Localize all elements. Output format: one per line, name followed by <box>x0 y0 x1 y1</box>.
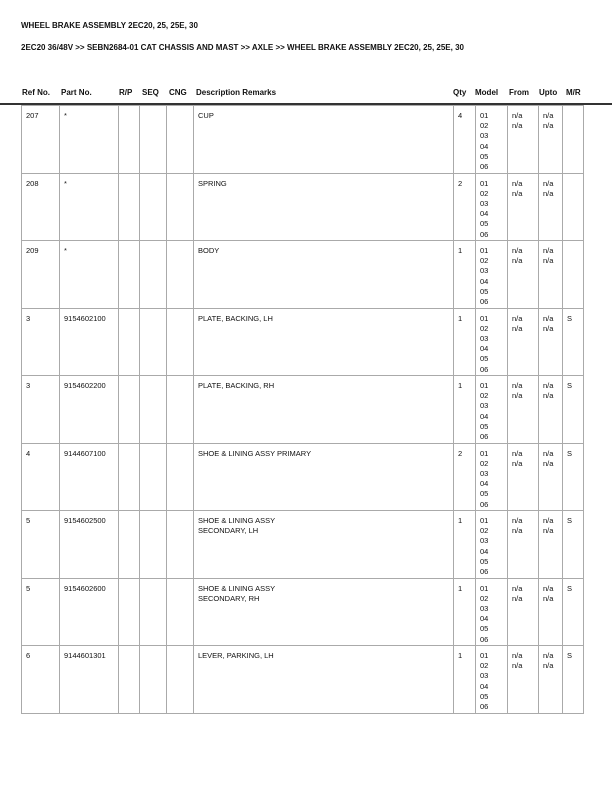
desc-line: PLATE, BACKING, RH <box>198 381 275 390</box>
cell-part: * <box>60 173 119 241</box>
col-header-rp: R/P <box>119 88 133 97</box>
from-value: n/a <box>512 526 523 536</box>
desc-line: SHOE & LINING ASSY PRIMARY <box>198 448 312 458</box>
from-value: n/a <box>512 178 523 188</box>
desc-line: SHOE & LINING ASSY <box>198 516 276 525</box>
cell-cng <box>167 443 194 511</box>
model-value: 04 <box>480 411 489 421</box>
cell-desc <box>194 578 454 646</box>
cell-model <box>476 241 508 309</box>
col-header-from: From <box>509 88 529 97</box>
cell-seq <box>140 443 167 511</box>
cell-ref: 209 <box>22 241 60 309</box>
col-header-upto: Upto <box>539 88 558 97</box>
model-value: 01 <box>480 111 489 120</box>
model-value: 04 <box>480 141 489 151</box>
cell-from <box>508 646 539 714</box>
cell-part: * <box>60 106 119 174</box>
cell-part: 9154602600 <box>60 578 119 646</box>
cell-rp <box>119 106 140 174</box>
cell-upto <box>539 241 563 309</box>
cell-upto <box>539 646 563 714</box>
cell-from <box>508 511 539 579</box>
cell-ref: 5 <box>22 578 60 646</box>
model-value: 04 <box>480 546 489 556</box>
model-value: 02 <box>480 323 489 333</box>
cell-rp <box>119 646 140 714</box>
cell-from <box>508 106 539 174</box>
model-value: 02 <box>480 391 489 401</box>
table-row <box>22 173 584 241</box>
cell-seq <box>140 308 167 376</box>
cell-desc <box>194 308 454 376</box>
cell-ref: 208 <box>22 173 60 241</box>
model-value: 02 <box>480 458 489 468</box>
from-value: n/a <box>512 323 523 333</box>
desc-line: SHOE & LINING ASSY <box>198 583 276 593</box>
cell-model <box>476 646 508 714</box>
cell-ref: 3 <box>22 376 60 444</box>
upto-value: n/a <box>543 256 554 266</box>
cell-from <box>508 173 539 241</box>
cell-cng <box>167 578 194 646</box>
from-value: n/a <box>512 661 523 671</box>
cell-model <box>476 106 508 174</box>
cell-rp <box>119 511 140 579</box>
cell-desc <box>194 646 454 714</box>
table-row <box>22 241 584 309</box>
cell-mr <box>563 241 584 309</box>
cell-mr: S <box>563 511 584 579</box>
upto-value: n/a <box>543 651 554 660</box>
model-value: 02 <box>480 121 489 131</box>
cell-rp <box>119 308 140 376</box>
model-value: 04 <box>480 209 489 219</box>
model-value: 01 <box>480 583 489 593</box>
cell-mr: S <box>563 646 584 714</box>
cell-model <box>476 578 508 646</box>
cell-ref: 6 <box>22 646 60 714</box>
cell-seq <box>140 106 167 174</box>
cell-upto <box>539 443 563 511</box>
cell-qty: 1 <box>454 646 476 714</box>
model-value: 05 <box>480 624 489 634</box>
model-value: 02 <box>480 661 489 671</box>
cell-mr: S <box>563 308 584 376</box>
from-value: n/a <box>512 391 523 401</box>
cell-cng <box>167 308 194 376</box>
desc-line: CUP <box>198 111 214 120</box>
model-value: 01 <box>480 381 489 390</box>
page-title: WHEEL BRAKE ASSEMBLY 2EC20, 25, 25E, 30 <box>21 21 198 30</box>
from-value: n/a <box>512 313 523 323</box>
from-value: n/a <box>512 246 523 255</box>
from-value: n/a <box>512 121 523 131</box>
upto-value: n/a <box>543 516 554 525</box>
model-value: 05 <box>480 691 489 701</box>
model-value: 02 <box>480 593 489 603</box>
upto-value: n/a <box>543 391 554 401</box>
cell-ref: 3 <box>22 308 60 376</box>
cell-cng <box>167 646 194 714</box>
model-value: 04 <box>480 344 489 354</box>
breadcrumb: 2EC20 36/48V >> SEBN2684-01 CAT CHASSIS AND MAST >> AXLE >> WHEEL BRAKE ASSEMBLY 2EC20, 25, 25E, 30 <box>21 43 464 52</box>
cell-qty: 1 <box>454 376 476 444</box>
cell-cng <box>167 106 194 174</box>
cell-mr: S <box>563 578 584 646</box>
upto-value: n/a <box>543 593 554 603</box>
col-header-ref: Ref No. <box>22 88 50 97</box>
model-value: 05 <box>480 556 489 566</box>
cell-ref: 4 <box>22 443 60 511</box>
model-value: 01 <box>480 246 489 255</box>
cell-seq <box>140 173 167 241</box>
upto-value: n/a <box>543 111 554 120</box>
cell-desc <box>194 511 454 579</box>
cell-seq <box>140 376 167 444</box>
upto-value: n/a <box>543 121 554 131</box>
model-value: 05 <box>480 489 489 499</box>
model-value: 03 <box>480 333 489 343</box>
table-row <box>22 308 584 376</box>
model-value: 03 <box>480 131 489 141</box>
model-value: 06 <box>480 297 489 307</box>
model-value: 06 <box>480 432 489 442</box>
upto-value: n/a <box>543 323 554 333</box>
cell-rp <box>119 443 140 511</box>
model-value: 05 <box>480 354 489 364</box>
cell-model <box>476 173 508 241</box>
model-value: 04 <box>480 614 489 624</box>
model-value: 04 <box>480 479 489 489</box>
model-value: 06 <box>480 499 489 509</box>
cell-upto <box>539 578 563 646</box>
upto-value: n/a <box>543 313 554 323</box>
cell-model <box>476 376 508 444</box>
model-value: 06 <box>480 567 489 577</box>
desc-line: BODY <box>198 246 220 255</box>
cell-part: 9154602500 <box>60 511 119 579</box>
cell-part: 9144601301 <box>60 646 119 714</box>
model-value: 06 <box>480 229 489 239</box>
cell-qty: 1 <box>454 511 476 579</box>
cell-upto <box>539 511 563 579</box>
cell-from <box>508 308 539 376</box>
upto-value: n/a <box>543 178 554 188</box>
model-value: 06 <box>480 702 489 712</box>
cell-cng <box>167 241 194 309</box>
cell-ref: 207 <box>22 106 60 174</box>
from-value: n/a <box>512 583 523 593</box>
model-value: 01 <box>480 516 489 525</box>
model-value: 06 <box>480 364 489 374</box>
upto-value: n/a <box>543 458 554 468</box>
desc-line: SPRING <box>198 178 227 188</box>
cell-upto <box>539 376 563 444</box>
cell-model <box>476 443 508 511</box>
upto-value: n/a <box>543 381 554 390</box>
cell-from <box>508 578 539 646</box>
col-header-part: Part No. <box>61 88 92 97</box>
cell-ref: 5 <box>22 511 60 579</box>
cell-model <box>476 511 508 579</box>
upto-value: n/a <box>543 246 554 255</box>
col-header-cng: CNG <box>169 88 187 97</box>
cell-seq <box>140 578 167 646</box>
from-value: n/a <box>512 381 523 390</box>
from-value: n/a <box>512 256 523 266</box>
col-header-seq: SEQ <box>142 88 159 97</box>
model-value: 06 <box>480 162 489 172</box>
col-header-qty: Qty <box>453 88 467 97</box>
model-value: 05 <box>480 219 489 229</box>
cell-seq <box>140 241 167 309</box>
cell-cng <box>167 511 194 579</box>
upto-value: n/a <box>543 583 554 593</box>
model-value: 03 <box>480 536 489 546</box>
from-value: n/a <box>512 111 523 120</box>
cell-upto <box>539 106 563 174</box>
model-value: 05 <box>480 421 489 431</box>
cell-qty: 2 <box>454 443 476 511</box>
upto-value: n/a <box>543 526 554 536</box>
model-value: 03 <box>480 266 489 276</box>
cell-seq <box>140 511 167 579</box>
cell-desc <box>194 106 454 174</box>
cell-from <box>508 443 539 511</box>
cell-upto <box>539 308 563 376</box>
cell-rp <box>119 376 140 444</box>
cell-desc <box>194 443 454 511</box>
cell-rp <box>119 578 140 646</box>
table-row <box>22 376 584 444</box>
from-value: n/a <box>512 651 523 660</box>
cell-desc <box>194 376 454 444</box>
table-row <box>22 511 584 579</box>
model-value: 04 <box>480 681 489 691</box>
model-value: 01 <box>480 651 489 660</box>
cell-seq <box>140 646 167 714</box>
desc-line: SECONDARY, LH <box>198 526 259 536</box>
model-value: 03 <box>480 603 489 613</box>
cell-mr <box>563 106 584 174</box>
cell-cng <box>167 376 194 444</box>
from-value: n/a <box>512 448 523 458</box>
col-header-desc: Description Remarks <box>196 88 277 97</box>
table-row <box>22 646 584 714</box>
cell-mr <box>563 173 584 241</box>
cell-from <box>508 241 539 309</box>
cell-desc <box>194 173 454 241</box>
from-value: n/a <box>512 516 523 525</box>
model-value: 05 <box>480 151 489 161</box>
model-value: 05 <box>480 286 489 296</box>
table-row <box>22 106 584 174</box>
model-value: 01 <box>480 178 489 188</box>
cell-qty: 1 <box>454 578 476 646</box>
model-value: 03 <box>480 468 489 478</box>
cell-upto <box>539 173 563 241</box>
table-row <box>22 443 584 511</box>
col-header-model: Model <box>475 88 499 97</box>
cell-qty: 1 <box>454 308 476 376</box>
cell-desc <box>194 241 454 309</box>
cell-qty: 4 <box>454 106 476 174</box>
cell-part: * <box>60 241 119 309</box>
table-row <box>22 578 584 646</box>
from-value: n/a <box>512 188 523 198</box>
from-value: n/a <box>512 458 523 468</box>
from-value: n/a <box>512 593 523 603</box>
cell-part: 9154602100 <box>60 308 119 376</box>
desc-line: PLATE, BACKING, LH <box>198 313 273 323</box>
upto-value: n/a <box>543 188 554 198</box>
cell-qty: 2 <box>454 173 476 241</box>
model-value: 02 <box>480 188 489 198</box>
desc-line: SECONDARY, RH <box>198 593 260 603</box>
parts-table <box>21 105 584 714</box>
desc-line: LEVER, PARKING, LH <box>198 651 274 660</box>
cell-model <box>476 308 508 376</box>
cell-rp <box>119 241 140 309</box>
model-value: 03 <box>480 671 489 681</box>
cell-rp <box>119 173 140 241</box>
model-value: 04 <box>480 276 489 286</box>
model-value: 01 <box>480 313 489 323</box>
model-value: 02 <box>480 526 489 536</box>
cell-qty: 1 <box>454 241 476 309</box>
model-value: 01 <box>480 448 489 458</box>
col-header-mr: M/R <box>566 88 581 97</box>
cell-from <box>508 376 539 444</box>
model-value: 03 <box>480 401 489 411</box>
upto-value: n/a <box>543 448 554 458</box>
cell-part: 9154602200 <box>60 376 119 444</box>
model-value: 03 <box>480 198 489 208</box>
cell-mr: S <box>563 376 584 444</box>
cell-mr: S <box>563 443 584 511</box>
model-value: 06 <box>480 634 489 644</box>
cell-cng <box>167 173 194 241</box>
model-value: 02 <box>480 256 489 266</box>
cell-part: 9144607100 <box>60 443 119 511</box>
upto-value: n/a <box>543 661 554 671</box>
